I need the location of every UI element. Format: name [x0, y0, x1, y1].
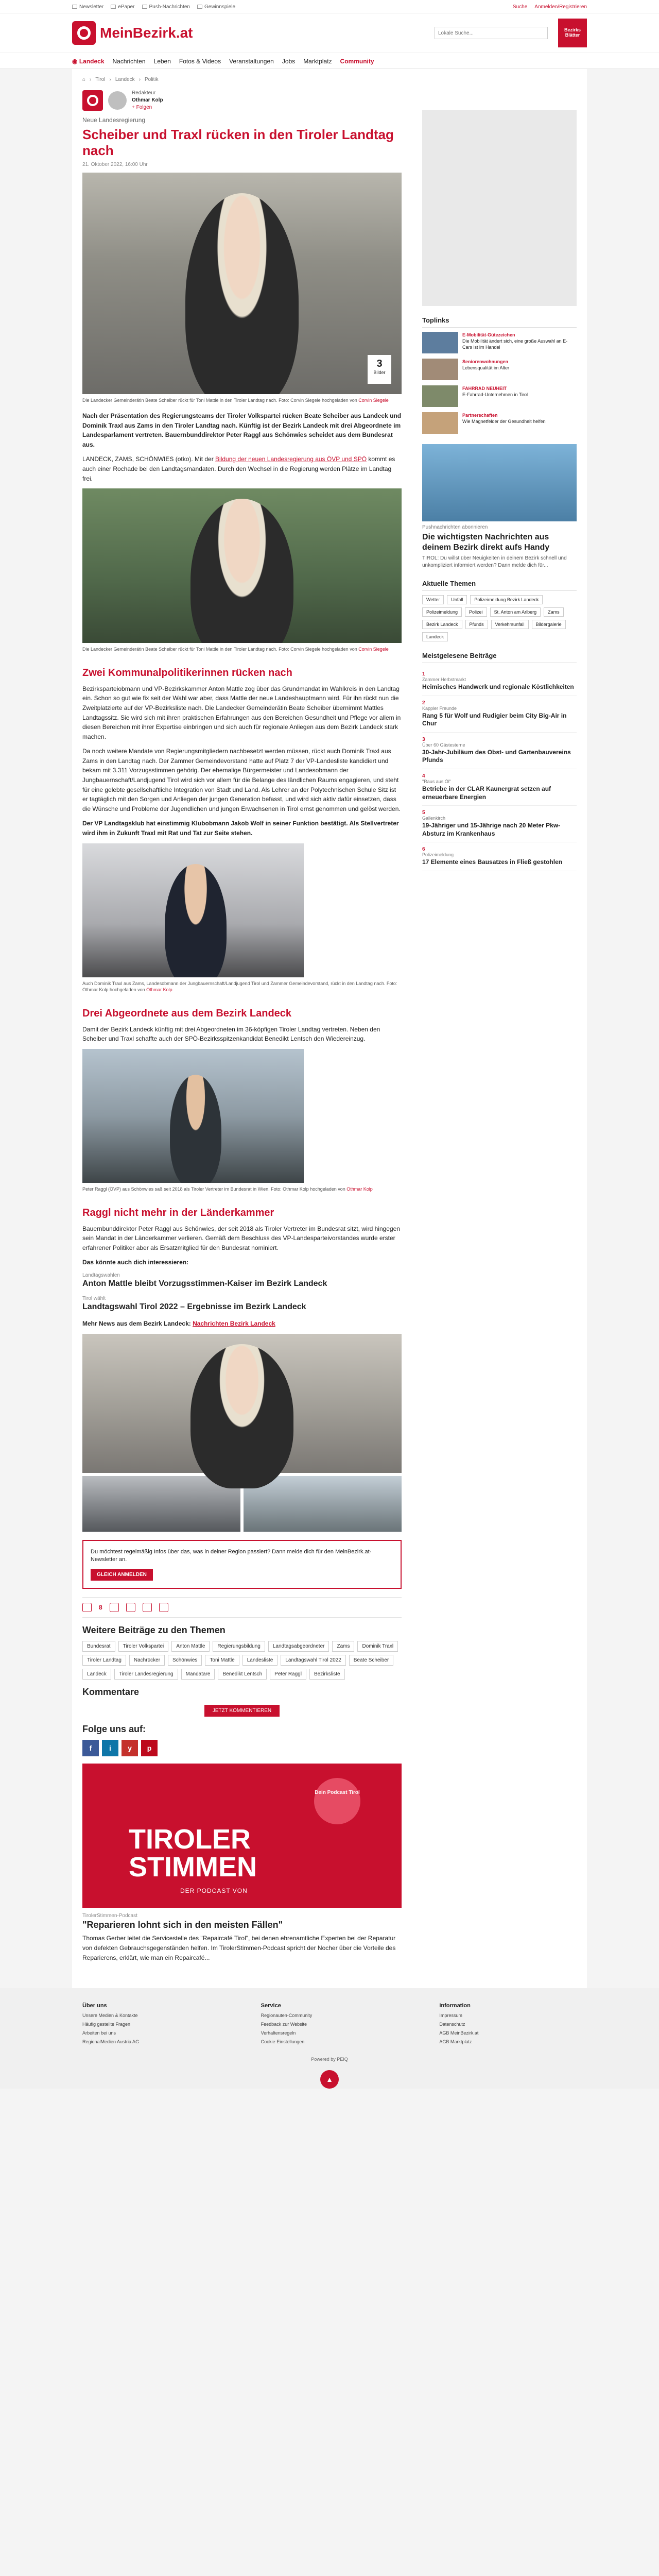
most-read-kicker: Über 60 Gästesterne	[422, 742, 465, 748]
toplink-item[interactable]	[422, 385, 577, 407]
subheading-kommunal: Zwei Kommunalpolitikerinnen rücken nach	[82, 667, 292, 679]
footer-link[interactable]: Regionauten-Community	[261, 2013, 313, 2019]
footer-link[interactable]: Unsere Medien & Kontakte	[82, 2013, 138, 2019]
print-icon[interactable]	[159, 1603, 168, 1612]
podcast-banner[interactable]	[82, 1764, 402, 1908]
nav-item-leben[interactable]: Leben	[153, 58, 171, 65]
author-role: Redakteur	[132, 90, 156, 96]
article-paragraph: Bauernbunddirektor Peter Raggl aus Schönwies, der seit 2018 als Tiroler Vertreter im Bundesrat sitzt, wird hingegen sein Mandat in der Länderkammer verlieren. Gemäß dem Beschluss des VP-Landesparteivorstandes wurde erster erfahrener Politiker aber als Ersatzmitglied für den Bundesrat nominiert.	[82, 1225, 400, 1251]
instagram-icon[interactable]: i	[102, 1740, 118, 1756]
p1-post: kommt es auch einer Rochade bei den Landtagsmandaten. Durch den Wechsel in die Regierung werden Plätze im Landtag frei.	[82, 455, 395, 482]
most-read-headline: Heimisches Handwerk und regionale Köstlichkeiten	[422, 683, 574, 690]
tag-chip[interactable]: Regierungsbildung	[213, 1641, 265, 1652]
push-label: Push-Nachrichten	[149, 4, 190, 10]
push-link[interactable]	[142, 4, 190, 10]
tag-chip[interactable]: Landesliste	[242, 1655, 278, 1666]
tag-chip[interactable]: Nachrücker	[129, 1655, 165, 1666]
tag-chip[interactable]: Landtagsabgeordneter	[268, 1641, 330, 1652]
brand-name: MeinBezirk.at	[100, 25, 193, 41]
p1-link[interactable]: Bildung der neuen Landesregierung aus ÖVP und SPÖ	[215, 455, 367, 463]
location-selector[interactable]: ◉ Landeck	[72, 58, 105, 65]
breadcrumb-tirol[interactable]: Tirol	[95, 76, 106, 82]
toplink-title: Wie Magnetfelder der Gesundheit helfen	[462, 419, 546, 425]
footer-link[interactable]: Häufig gestellte Fragen	[82, 2022, 131, 2027]
author-avatar[interactable]	[108, 91, 127, 110]
footer-link[interactable]: RegionalMedien Austria AG	[82, 2039, 140, 2045]
newsletter-cta	[82, 1540, 402, 1589]
most-read-kicker: Polizeimeldung	[422, 852, 454, 858]
footer-column	[439, 2001, 577, 2046]
related-kicker-2: Tirol wählt	[82, 1295, 106, 1301]
topic-chip[interactable]: Unfall	[447, 595, 467, 604]
related-kicker-1: Landtagswahlen	[82, 1272, 120, 1278]
tag-chip[interactable]: Bezirksliste	[309, 1669, 345, 1680]
comment-button[interactable]: JETZT KOMMENTIEREN	[204, 1705, 280, 1717]
footer-column-title: Service	[261, 2003, 281, 2009]
toplink-title: E-Fahrrad-Unternehmen in Tirol	[462, 392, 528, 398]
related-heading: Das könnte auch dich interessieren:	[82, 1259, 189, 1266]
most-read-kicker: Kappler Freunde	[422, 705, 457, 711]
nav-item-marktplatz[interactable]: Marktplatz	[303, 58, 332, 65]
subheading-abgeordnete: Drei Abgeordnete aus dem Bezirk Landeck	[82, 1007, 292, 1019]
cap4-uploaded-label: hochgeladen von	[310, 1187, 345, 1192]
footer-link[interactable]: AGB Marktplatz	[439, 2039, 472, 2045]
hero-caption	[82, 394, 402, 411]
push-teaser-kicker: Pushnachrichten abonnieren	[422, 524, 488, 530]
social-links	[82, 1740, 402, 1756]
cap3-credit: Foto: Othmar Kolp	[82, 980, 397, 993]
raggl-person	[170, 1075, 221, 1183]
topics-box	[422, 580, 577, 641]
tag-list	[82, 1641, 402, 1680]
article-paragraph: Da noch weitere Mandate von Regierungsmitgliedern nachbesetzt werden müssen, rückt auch Dominik Traxl aus Zams in den Landtag nach. Der Zammer Gemeindevorstand hatte auf Platz 7 der VP-Landesliste kandidiert und bekam mit 3.311 Vorzugsstimmen gehörig. Der ehemalige Bürgermeister und Landesobmann der Jungbauernschaft/Landjugend Tirol wird sich vor allem für die Belange des ländlichen Raums engagieren, und steht für eine gelebte gesellschaftliche Integration von Stadt und Land. Als Lehrer an der Polytechnischen Schule Sitz ist er tagtäglich mit den Sorgen und Anliegen der jungen Generation befasst, und wird sich aktiv dafür einsetzen, dass die Wünsche und Probleme der Jugendlichen und jungen Erwachsenen in Tirol ernst genommen und gelöst werden.	[82, 748, 401, 812]
most-read-headline: 30-Jahr-Jubiläum des Obst- und Gartenbauvereins Pfunds	[422, 748, 571, 764]
tag-chip[interactable]: Tiroler Landesregierung	[114, 1669, 178, 1680]
cap4-uploader-link[interactable]: Othmar Kolp	[346, 1187, 373, 1192]
scheiber-person	[190, 499, 293, 643]
traxl-person	[165, 864, 227, 977]
author-name[interactable]: Othmar Kolp	[132, 97, 163, 103]
youtube-icon[interactable]: y	[122, 1740, 138, 1756]
login-link[interactable]: Anmelden/Registrieren	[534, 4, 587, 10]
footer-column	[261, 2001, 398, 2046]
most-read-headline: 19-Jähriger und 15-Jährige nach 20 Meter Pkw-Absturz im Krankenhaus	[422, 822, 561, 837]
topic-chip[interactable]: Wetter	[422, 595, 444, 604]
toplink-kicker: E-Mobilität-Gütezeichen	[462, 332, 515, 337]
site-header	[0, 13, 659, 53]
gallery-main-image[interactable]	[82, 1334, 402, 1473]
facebook-icon[interactable]: f	[82, 1740, 99, 1756]
cap3-uploader-link[interactable]: Othmar Kolp	[146, 987, 172, 993]
newsletter-link[interactable]	[72, 4, 103, 10]
article-lead	[82, 411, 402, 449]
tag-chip[interactable]: Tiroler Volkspartei	[118, 1641, 169, 1652]
tag-chip[interactable]: Schönwies	[168, 1655, 202, 1666]
most-read-item[interactable]	[422, 842, 577, 871]
sidebar	[422, 90, 577, 1968]
more-news-link[interactable]: Nachrichten Bezirk Landeck	[193, 1319, 275, 1327]
most-read-headline: Rang 5 für Wolf und Rudigier beim City Big-Air in Chur	[422, 711, 567, 727]
lead-text: Nach der Präsentation des Regierungsteams der Tiroler Volkspartei rücken Beate Scheiber aus Landeck und Dominik Traxl aus Zams in den Tiroler Landtag nach. Künftig ist der Bezirk Landeck mit drei Abgeordnete im Landesparlament vertreten. Bauernbunddirektor Peter Raggl aus Schönwies scheidet aus dem Bundesrat aus.	[82, 412, 402, 448]
hero-person	[185, 193, 299, 394]
tag-chip[interactable]: Bundesrat	[82, 1641, 115, 1652]
footer-link[interactable]: Impressum	[439, 2013, 462, 2019]
tag-chip[interactable]: Tiroler Landtag	[82, 1655, 126, 1666]
most-read-kicker: Zammer Herbstmarkt	[422, 677, 466, 682]
most-read-list	[422, 667, 577, 871]
toplinks-box	[422, 316, 577, 434]
mail-icon[interactable]	[143, 1603, 152, 1612]
logo-icon	[72, 21, 96, 45]
most-read-rank: 3	[422, 736, 425, 742]
site-logo[interactable]	[72, 21, 193, 45]
like-count: 8	[99, 1604, 102, 1612]
newsletter-label: Newsletter	[79, 4, 104, 10]
most-read-item[interactable]	[422, 733, 577, 769]
most-read-headline: Betriebe in der CLAR Kaunergrat setzen auf erneuerbare Energien	[422, 785, 551, 801]
brand-avatar-icon	[82, 90, 103, 111]
tags-title: Weitere Beiträge zu den Themen	[82, 1625, 226, 1636]
breadcrumb: ⌂ › Tirol › Landeck › Politik	[82, 76, 159, 82]
related-link-2[interactable]: Landtagswahl Tirol 2022 – Ergebnisse im Bezirk Landeck	[82, 1302, 306, 1311]
caption-traxl	[82, 977, 402, 1001]
podcast-headline[interactable]: "Reparieren lohnt sich in den meisten Fällen"	[82, 1920, 283, 1930]
footer-link[interactable]: Feedback zur Website	[261, 2022, 307, 2027]
toplink-kicker: Seniorenwohnungen	[462, 359, 508, 364]
article-kicker: Neue Landesregierung	[82, 116, 146, 124]
nav-item-community[interactable]: Community	[340, 58, 374, 65]
cap3-uploaded-label: hochgeladen von	[110, 987, 145, 993]
topic-chip[interactable]: Zams	[544, 607, 564, 617]
most-read-rank: 1	[422, 671, 425, 677]
most-read-rank: 5	[422, 810, 425, 816]
most-read-headline: 17 Elemente eines Bausatzes in Fließ gestohlen	[422, 858, 563, 866]
push-teaser-text: TIROL: Du willst über Neuigkeiten in deinem Bezirk schnell und unkompliziert informiert werden? Dann melde dich für...	[422, 555, 567, 568]
breadcrumb-landeck[interactable]: Landeck	[115, 76, 135, 82]
article-paragraph: Bezirksparteiobmann und VP-Bezirkskammer Anton Mattle zog über das Grundmandat im Wahlkreis in den Landtag ein. Schon so gut wie fix seit der Wahl war aber, dass Mattle der neue Landeshauptmann wird. Für ihn rückt nun die Zweitplatzierte auf der VP-Bezirksliste nach. Die Landecker Gemeinderätin Beate Scheiber übernimmt Mattles Landtagssitz. Sie wird sich mit ihren praktischen Erfahrungen aus den Bereichen Gesundheit und Pflege vor allem in diesen Bereichen mit ihrer Expertise einbringen und sich auch für regionale Anliegen aus dem Bezirk Landeck stark machen.	[82, 685, 401, 740]
related-link-1[interactable]: Anton Mattle bleibt Vorzugsstimmen-Kaiser im Bezirk Landeck	[82, 1279, 327, 1288]
hero-uploader-link[interactable]: Corvin Siegele	[358, 398, 389, 403]
newsletter-cta-text: Du möchtest regelmäßig Infos über das, was in deiner Region passiert? Dann melde dich für den MeinBezirk.at-Newsletter an.	[91, 1548, 372, 1563]
footer-link[interactable]: Verhaltensregeln	[261, 2030, 296, 2036]
gift-icon	[197, 5, 202, 9]
search-input[interactable]	[435, 27, 548, 39]
tag-chip[interactable]: Toni Mattle	[205, 1655, 239, 1666]
article-column	[82, 90, 402, 1968]
site-footer	[0, 1988, 659, 2089]
gewinnspiele-label: Gewinnspiele	[204, 4, 236, 10]
home-icon[interactable]: ⌂	[82, 76, 86, 82]
tag-chip[interactable]: Mandatare	[181, 1669, 215, 1680]
cap2-text: Die Landecker Gemeinderätin Beate Scheiber rückt für Toni Mattle in den Tiroler Landtag nach.	[82, 647, 278, 652]
toplinks-title: Toplinks	[422, 316, 577, 328]
epaper-label: ePaper	[118, 4, 135, 10]
podcast-kicker: TirolerStimmen-Podcast	[82, 1913, 137, 1919]
toplink-thumb	[422, 359, 458, 380]
inline-image-raggl[interactable]	[82, 1049, 304, 1183]
topic-chip[interactable]: Verkehrsunfall	[491, 620, 529, 629]
cap4-credit: Foto: Othmar Kolp	[271, 1187, 309, 1192]
most-read-rank: 4	[422, 773, 425, 779]
toplink-item[interactable]	[422, 332, 577, 353]
toplink-title: Die Mobilität ändert sich, eine große Auswahl an E-Cars ist im Handel	[462, 338, 568, 350]
most-read-kicker: Gallenkirch	[422, 816, 446, 821]
share-icon[interactable]	[126, 1603, 135, 1612]
comment-icon[interactable]	[110, 1603, 119, 1612]
article-date: 21. Oktober 2022, 16:00 Uhr	[82, 162, 148, 168]
tag-chip[interactable]: Dominik Traxl	[357, 1641, 398, 1652]
bell-icon	[142, 5, 147, 9]
top-utility-bar	[0, 0, 659, 13]
most-read-kicker: "Raus aus Öl"	[422, 778, 451, 784]
most-read-rank: 6	[422, 846, 425, 853]
follow-label: Folgen	[136, 105, 152, 110]
tag-chip[interactable]: Zams	[332, 1641, 354, 1652]
podcast-title-1: TIROLER	[129, 1824, 251, 1855]
topic-chip[interactable]: Landeck	[422, 632, 448, 641]
tag-chip[interactable]: Peter Raggl	[270, 1669, 306, 1680]
toplink-thumb	[422, 412, 458, 434]
topic-chip[interactable]: St. Anton am Arlberg	[490, 607, 541, 617]
pinterest-icon[interactable]: p	[141, 1740, 158, 1756]
topic-chip[interactable]: Bildergalerie	[532, 620, 566, 629]
toplink-kicker: FAHRRAD NEUHEIT	[462, 386, 507, 391]
push-teaser-image	[422, 444, 577, 521]
like-icon[interactable]	[82, 1603, 92, 1612]
hero-uploaded-label: hochgeladen von	[322, 398, 357, 403]
caption-raggl	[82, 1183, 402, 1200]
most-read-item[interactable]	[422, 806, 577, 842]
gallery-badge[interactable]	[368, 355, 391, 384]
toplink-title: Lebensqualität im Alter	[462, 365, 510, 371]
footer-column-title: Über uns	[82, 2003, 107, 2009]
article-paragraph: Der VP Landtagsklub hat einstimmig Klubobmann Jakob Wolf in seiner Funktion bestätigt. Als Stellvertreter wird ihm in Zukunft Traxl mit Rat und Tat zur Seite stehen.	[82, 820, 399, 837]
cap2-credit: Foto: Corvin Siegele	[279, 647, 321, 652]
tag-chip[interactable]: Anton Mattle	[171, 1641, 210, 1652]
topic-chip[interactable]: Bezirk Landeck	[422, 620, 462, 629]
newsletter-icon	[72, 5, 77, 9]
more-news-pre: Mehr News aus dem Bezirk Landeck:	[82, 1319, 193, 1327]
powered-by: Powered by PEIQ	[311, 2057, 348, 2062]
footer-link[interactable]: AGB MeinBezirk.at	[439, 2030, 479, 2036]
epaper-link[interactable]	[111, 4, 134, 10]
cap3-text: Auch Dominik Traxl aus Zams, Landesobmann der Jungbauernschaft/Landjugend Tirol und Zammer Gemeindevorstand, rückt in den Landtag nach.	[82, 980, 386, 986]
epaper-icon	[111, 5, 116, 9]
nav-item-nachrichten[interactable]: Nachrichten	[112, 58, 146, 65]
podcast-title	[129, 1825, 257, 1881]
topic-chip[interactable]: Polizei	[465, 607, 487, 617]
nav-item-jobs[interactable]: Jobs	[282, 58, 296, 65]
podcast-sub: DER PODCAST VON	[180, 1887, 248, 1895]
topic-chip[interactable]: Polizeimeldung Bezirk Landeck	[470, 595, 543, 604]
gallery-count-label: Bilder	[373, 370, 386, 376]
article-paragraph: Damit der Bezirk Landeck künftig mit drei Abgeordneten im 36-köpfigen Tiroler Landtag vertreten. Neben den Scheiber und Traxl schaffte auch der SPÖ-Bezirksspitzenkandidat Benedikt Lentsch den Wiedereinzug.	[82, 1025, 380, 1043]
toplink-item[interactable]	[422, 359, 577, 380]
follow-button[interactable]: + Folgen	[132, 105, 152, 110]
caption-scheiber	[82, 643, 402, 660]
toplink-thumb	[422, 332, 458, 353]
podcast-title-2: STIMMEN	[129, 1852, 257, 1883]
topic-chip[interactable]: Pfunds	[465, 620, 488, 629]
gallery-person	[190, 1344, 293, 1488]
scroll-top-icon[interactable]: ▲	[320, 2070, 339, 2089]
footer-link[interactable]: Cookie Einstellungen	[261, 2039, 305, 2045]
cap2-uploaded-label: hochgeladen von	[322, 647, 357, 652]
cap2-uploader-link[interactable]: Corvin Siegele	[358, 647, 389, 652]
tag-chip[interactable]: Landeck	[82, 1669, 111, 1680]
cap4-text: Peter Raggl (ÖVP) aus Schönwies saß seit 2018 als Tiroler Vertreter im Bundesrat in Wien.	[82, 1187, 270, 1192]
page-content	[72, 69, 587, 1988]
tag-chip[interactable]: Benedikt Lentsch	[218, 1669, 267, 1680]
hero-image[interactable]	[82, 173, 402, 394]
author-block	[82, 90, 402, 111]
most-read-title: Meistgelesene Beiträge	[422, 652, 577, 663]
topics-list	[422, 595, 577, 641]
newsletter-signup-button[interactable]: GLEICH ANMELDEN	[91, 1569, 153, 1581]
main-nav	[0, 53, 659, 69]
hero-caption-text: Die Landecker Gemeinderätin Beate Scheiber rückt für Toni Mattle in den Tiroler Landtag nach.	[82, 398, 278, 403]
hero-caption-credit: Foto: Corvin Siegele	[279, 398, 321, 403]
footer-link[interactable]: Datenschutz	[439, 2022, 465, 2027]
p1-pre: LANDECK, ZAMS, SCHÖNWIES (otko). Mit der	[82, 455, 216, 463]
gallery-count: 3	[376, 358, 383, 370]
location-label: Landeck	[79, 58, 105, 65]
most-read-item[interactable]	[422, 769, 577, 806]
more-news	[82, 1319, 402, 1329]
footer-columns	[72, 2001, 587, 2046]
most-read-rank: 2	[422, 700, 425, 706]
most-read-item[interactable]	[422, 696, 577, 733]
push-teaser-title: Die wichtigsten Nachrichten aus deinem Bezirk direkt aufs Handy	[422, 533, 550, 552]
breadcrumb-politik[interactable]: Politik	[144, 76, 159, 82]
subheading-raggl: Raggl nicht mehr in der Länderkammer	[82, 1207, 274, 1218]
topics-title: Aktuelle Themen	[422, 580, 577, 591]
push-teaser[interactable]	[422, 444, 577, 569]
article-title: Scheiber und Traxl rücken in den Tiroler Landtag nach	[82, 127, 394, 159]
comments-title: Kommentare	[82, 1687, 140, 1698]
tag-chip[interactable]: Landtagswahl Tirol 2022	[281, 1655, 345, 1666]
footer-column-title: Information	[439, 2003, 471, 2009]
nav-item-fotos[interactable]: Fotos & Videos	[179, 58, 221, 65]
tag-chip[interactable]: Beate Scheiber	[349, 1655, 393, 1666]
podcast-sticker: Dein Podcast Tirol	[314, 1778, 360, 1824]
toplink-kicker: Partnerschaften	[462, 413, 498, 418]
most-read-item[interactable]	[422, 667, 577, 696]
sidebar-ad[interactable]	[422, 110, 577, 306]
article-paragraph	[82, 454, 402, 483]
most-read-box	[422, 652, 577, 871]
podcast-text: Thomas Gerber leitet die Servicestelle des "Repaircafé Tirol", bei denen ehrenamtliche Experten bei der Reparatur von defekten Gebrauchsgegenständen helfen. Im TirolerStimmen-Podcast spricht der Nocher über die Vorteile des Reparierens, erklärt, wie man ein Repaircafé...	[82, 1935, 396, 1961]
nav-item-veranstaltungen[interactable]: Veranstaltungen	[229, 58, 274, 65]
footer-column	[82, 2001, 220, 2046]
inline-image-scheiber[interactable]	[82, 488, 402, 643]
footer-link[interactable]: Arbeiten bei uns	[82, 2030, 116, 2036]
inline-image-traxl[interactable]	[82, 843, 304, 977]
topic-chip[interactable]: Polizeimeldung	[422, 607, 462, 617]
follow-title: Folge uns auf:	[82, 1724, 146, 1735]
image-gallery	[82, 1334, 402, 1532]
article-actions	[82, 1597, 402, 1618]
gewinnspiele-link[interactable]	[197, 4, 235, 10]
toplink-item[interactable]	[422, 412, 577, 434]
toplink-thumb	[422, 385, 458, 407]
header-ad[interactable]: Bezirks Blätter	[558, 19, 587, 47]
search-link[interactable]: Suche	[512, 4, 528, 10]
